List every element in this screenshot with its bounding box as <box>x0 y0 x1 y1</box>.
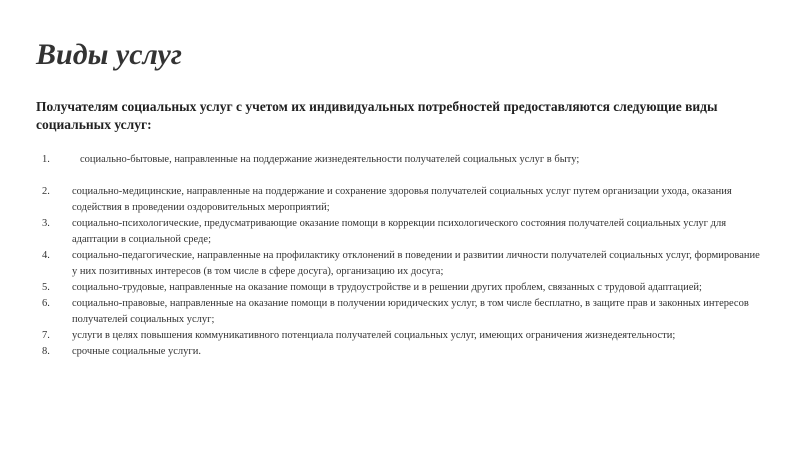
list-item-text: социально-правовые, направленные на оказание помощи в получении юридических услуг, в том числе бесплатно, в защите прав и законных интересов получателей социальных услуг; <box>72 298 749 325</box>
list-item-number: 7. <box>42 330 50 341</box>
list-item <box>36 296 766 328</box>
list-item-number: 3. <box>42 218 50 229</box>
list-item-text: социально-педагогические, направленные на профилактику отклонений в поведении и развитии личности получателей социальных услуг, формирование у них позитивных интересов (в том числе в сфере досуга), организацию их досуга; <box>72 250 760 277</box>
list-item-number: 5. <box>42 282 50 293</box>
list-item <box>36 280 766 296</box>
list-item-text: социально-медицинские, направленные на поддержание и сохранение здоровья получателей социальных услуг путем организации ухода, оказания содействия в проведении оздоровительных мероприятий; <box>72 186 732 213</box>
list-item-number: 6. <box>42 298 50 309</box>
list-item-number: 4. <box>42 250 50 261</box>
list-item <box>36 344 766 360</box>
slide-title: Виды услуг <box>36 38 182 71</box>
list-item <box>36 152 766 168</box>
list-item-text: услуги в целях повышения коммуникативного потенциала получателей социальных услуг, имеющих ограничения жизнедеятельности; <box>72 330 676 341</box>
list-item <box>36 328 766 344</box>
list-item-number: 1. <box>42 154 50 165</box>
list-item-text: социально-бытовые, направленные на поддержание жизнедеятельности получателей социальных услуг в быту; <box>80 154 580 165</box>
list-item <box>36 216 766 248</box>
list-item-number: 2. <box>42 186 50 197</box>
list-item <box>36 248 766 280</box>
services-list <box>36 152 766 360</box>
list-item <box>36 184 766 216</box>
list-item-text: социально-психологические, предусматривающие оказание помощи в коррекции психологического состояния получателей социальных услуг для адаптации в социальной среде; <box>72 218 727 245</box>
intro-paragraph: Получателям социальных услуг с учетом их индивидуальных потребностей предоставляются следующие виды социальных услуг: <box>36 99 718 132</box>
list-item-number: 8. <box>42 346 50 357</box>
list-item-text: срочные социальные услуги. <box>72 346 201 357</box>
list-item-text: социально-трудовые, направленные на оказание помощи в трудоустройстве и в решении других проблем, связанных с трудовой адаптацией; <box>72 282 702 293</box>
